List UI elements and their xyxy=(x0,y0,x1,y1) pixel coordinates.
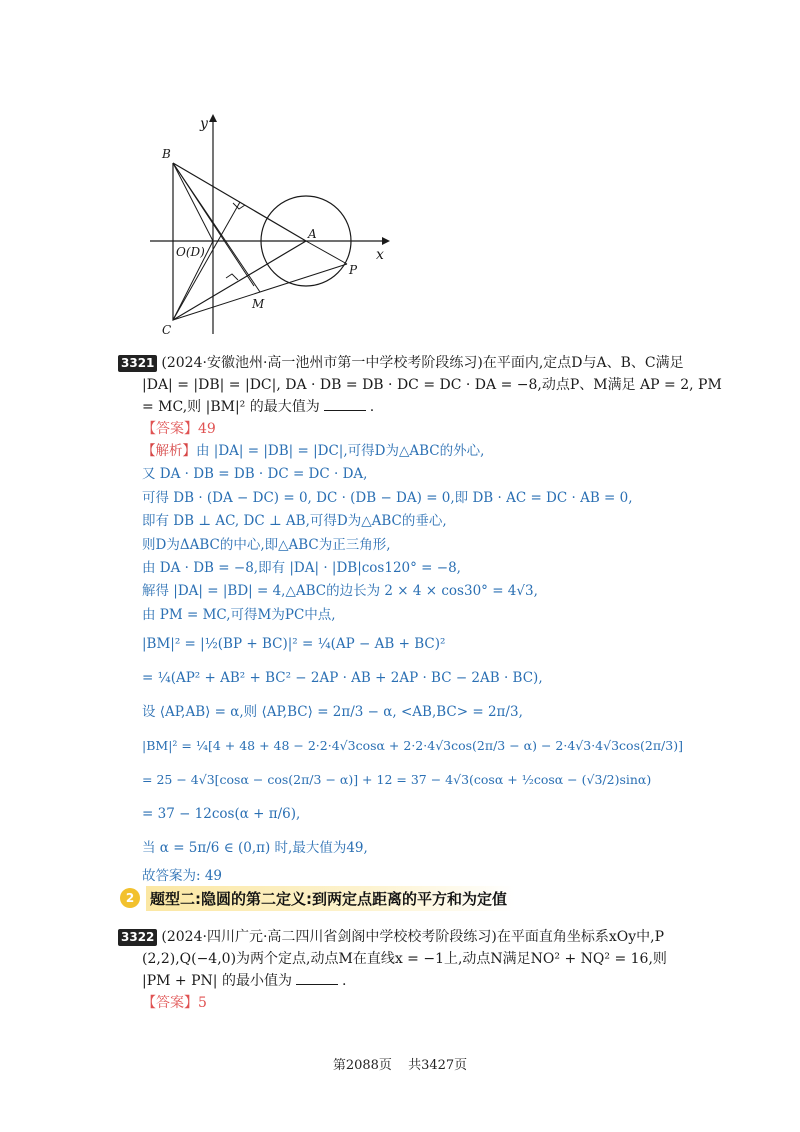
problem-line-end: . xyxy=(341,973,347,989)
y-axis-arrow xyxy=(209,114,217,122)
solution-line: 由 |DA| = |DB| = |DC|,可得D为△ABC的外心, xyxy=(196,443,485,459)
solution-line: 由 PM = MC,可得M为PC中点, xyxy=(142,606,336,623)
section-title: 题型二:隐圆的第二定义:到两定点距离的平方和为定值 xyxy=(146,886,515,911)
solution-line: 可得 DB · (DA − DC) = 0, DC · (DB − DA) = 0,即 DB · AC = DC · AB = 0, xyxy=(142,489,633,506)
solution-line: = ¼(AP² + AB² + BC² − 2AP · AB + 2AP · BC − 2AB · BC), xyxy=(142,670,543,687)
answer-tag: 【答案】 xyxy=(142,421,198,437)
problem-3322 xyxy=(118,926,678,1014)
right-angle-mark-bottom xyxy=(226,274,238,280)
problem-text-line-1: (2024·四川广元·高二四川省剑阁中学校校考阶段练习)在平面直角坐标系xOy中,P xyxy=(161,929,665,945)
problem-text-line-2: (2,2),Q(−4,0)为两个定点,动点M在直线x = −1上,动点N满足NO² + NQ² = 16,则 xyxy=(142,951,667,967)
label-y: y xyxy=(200,116,208,132)
solution-line: 又 DA · DB = DB · DC = DC · DA, xyxy=(142,466,368,483)
solution-line: 由 DA · DB = −8,即有 |DA| · |DB|cos120° = −8, xyxy=(142,560,461,577)
solution-line: |BM|² = ¼[4 + 48 + 48 − 2·2·4√3cosα + 2·2·4√3cos(2π/3 − α) − 2·4√3·4√3cos(2π/3)] xyxy=(142,738,683,754)
answer-line xyxy=(118,418,678,440)
segment-ap xyxy=(306,241,347,264)
section-header xyxy=(120,886,515,910)
answer-tag: 【答案】 xyxy=(142,995,198,1011)
problem-number: 3321 xyxy=(118,355,157,372)
answer-blank xyxy=(296,970,338,985)
solution-line: |BM|² = |½(BP + BC)|² = ¼(AP − AB + BC)² xyxy=(142,636,446,653)
segment-bm xyxy=(173,163,260,292)
solution-line: 则D为ΔABC的中心,即△ABC为正三角形, xyxy=(142,536,391,553)
solution-line: = 25 − 4√3[cosα − cos(2π/3 − α)] + 12 = 37 − 4√3(cosα + ½cosα − (√3/2)sinα) xyxy=(142,772,652,788)
solution-line: 当 α = 5π/6 ∈ (0,π) 时,最大值为49, xyxy=(142,840,368,857)
solution-line: 解得 |DA| = |BD| = 4,△ABC的边长为 2 × 4 × cos30° = 4√3, xyxy=(142,583,538,600)
page-total: 共3427页 xyxy=(408,1058,468,1073)
label-x: x xyxy=(376,247,384,263)
label-origin: O(D) xyxy=(176,245,205,259)
page-number: 第2088页 xyxy=(332,1058,392,1073)
x-axis-arrow xyxy=(382,237,390,245)
solution-line: 设 ⟨AP,AB⟩ = α,则 ⟨AP,BC⟩ = 2π/3 − α, <AB,BC> = 2π/3, xyxy=(142,704,523,721)
solution xyxy=(118,440,683,889)
label-p: P xyxy=(349,263,358,277)
answer-value: 5 xyxy=(198,995,207,1011)
answer-blank xyxy=(324,396,366,411)
page-footer xyxy=(0,1054,800,1073)
altitude-from-c xyxy=(173,202,240,320)
problem-3321 xyxy=(118,352,722,889)
geometry-figure xyxy=(150,108,400,340)
answer-value: 49 xyxy=(198,421,216,437)
problem-text-line-3: |PM + PN| 的最小值为 xyxy=(142,973,292,989)
section-badge: 2 xyxy=(120,888,140,908)
problem-text-line-2: |DA| = |DB| = |DC|, DA · DB = DB · DC = DC · DA = −8,动点P、M满足 AP = 2, PM xyxy=(142,377,722,393)
solution-label: 【解析】 xyxy=(142,443,196,459)
problem-number: 3322 xyxy=(118,929,157,946)
label-m: M xyxy=(252,297,265,311)
solution-line: 故答案为: 49 xyxy=(142,868,223,885)
answer-line xyxy=(118,992,678,1014)
problem-text-line-1: (2024·安徽池州·高一池州市第一中学校考阶段练习)在平面内,定点D与A、B、C满足 xyxy=(161,355,684,371)
label-c: C xyxy=(162,323,172,337)
problem-text-line-3: = MC,则 |BM|² 的最大值为 xyxy=(142,399,320,415)
label-a: A xyxy=(308,227,317,241)
problem-line-end: . xyxy=(369,399,375,415)
label-b: B xyxy=(162,147,171,161)
solution-line: = 37 − 12cos(α + π/6), xyxy=(142,806,301,823)
solution-line: 即有 DB ⊥ AC, DC ⊥ AB,可得D为△ABC的垂心, xyxy=(142,513,447,530)
